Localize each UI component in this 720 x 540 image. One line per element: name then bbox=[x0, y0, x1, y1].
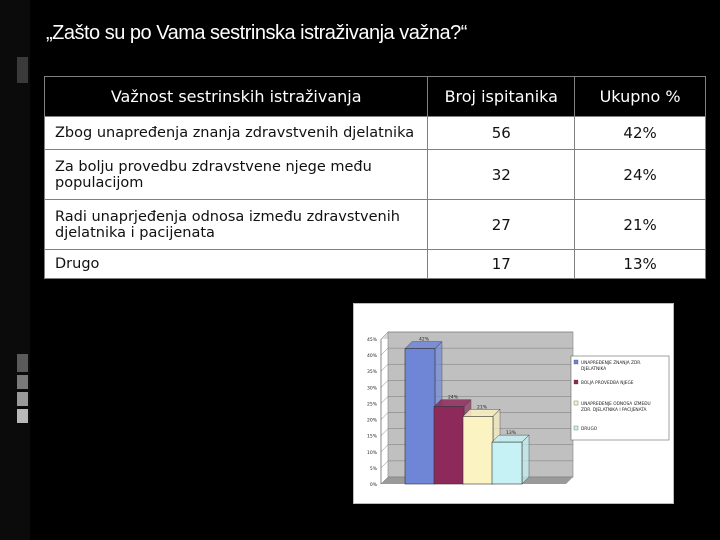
gridline-diag bbox=[381, 364, 388, 371]
y-tick-label: 20% bbox=[366, 418, 377, 424]
y-tick-label: 5% bbox=[369, 466, 377, 472]
count-cell: 32 bbox=[428, 150, 575, 200]
bar-data-label: 13% bbox=[505, 431, 517, 437]
gridline-diag bbox=[381, 380, 388, 387]
table-header-row bbox=[45, 77, 706, 117]
bar bbox=[434, 407, 464, 484]
gridline-diag bbox=[381, 461, 388, 468]
legend-label: UNAPREĐENJE ODNOSA IZMEĐU ZDR. DJELATNIKA I PACIJENATA bbox=[581, 402, 651, 413]
table-row bbox=[45, 250, 706, 279]
percent-cell: 13% bbox=[575, 250, 706, 279]
legend-label: UNAPREĐENJE ZNANJA ZDR. DJELATNIKA bbox=[581, 361, 642, 372]
left-rail bbox=[0, 0, 30, 540]
legend-label: DRUGO bbox=[581, 427, 598, 432]
bar bbox=[492, 442, 522, 484]
chart-image bbox=[353, 303, 674, 504]
rail-accent-bar bbox=[17, 375, 28, 389]
legend-swatch bbox=[574, 401, 578, 405]
legend-label: BOLJA PROVEDBA NJEGE bbox=[581, 381, 634, 386]
count-cell: 17 bbox=[428, 250, 575, 279]
y-tick-label: 45% bbox=[366, 338, 377, 343]
gridline-diag bbox=[381, 429, 388, 436]
reason-cell: Drugo bbox=[45, 250, 428, 279]
legend-swatch bbox=[574, 426, 578, 430]
percent-cell: 42% bbox=[575, 117, 706, 150]
rail-accent-bar bbox=[17, 57, 28, 83]
gridline-diag bbox=[381, 396, 388, 403]
bar bbox=[405, 349, 435, 484]
reason-cell: Radi unaprjeđenja odnosa između zdravstvenih djelatnika i pacijenata bbox=[45, 200, 428, 250]
y-tick-label: 35% bbox=[366, 370, 377, 376]
bar-chart bbox=[354, 304, 673, 503]
y-tick-label: 0% bbox=[369, 483, 377, 488]
y-tick-label: 15% bbox=[366, 434, 377, 440]
header-count: Broj ispitanika bbox=[428, 77, 575, 117]
count-cell: 56 bbox=[428, 117, 575, 150]
legend-swatch bbox=[574, 360, 578, 364]
percent-cell: 21% bbox=[575, 200, 706, 250]
table-row bbox=[45, 200, 706, 250]
reason-cell: Za bolju provedbu zdravstvene njege među populacijom bbox=[45, 150, 428, 200]
table-row bbox=[45, 117, 706, 150]
header-reason: Važnost sestrinskih istraživanja bbox=[45, 77, 428, 117]
gridline-diag bbox=[381, 348, 388, 355]
bar-data-label: 24% bbox=[447, 395, 459, 401]
table-row bbox=[45, 150, 706, 200]
bar-data-label: 42% bbox=[418, 337, 430, 343]
header-percent: Ukupno % bbox=[575, 77, 706, 117]
rail-accent-bar bbox=[17, 392, 28, 406]
y-tick-label: 30% bbox=[366, 386, 377, 392]
y-tick-label: 25% bbox=[366, 402, 377, 408]
bar bbox=[463, 416, 493, 484]
legend-swatch bbox=[574, 380, 578, 384]
y-tick-label: 40% bbox=[366, 354, 377, 360]
survey-table bbox=[44, 76, 706, 279]
reason-cell: Zbog unapređenja znanja zdravstvenih djelatnika bbox=[45, 117, 428, 150]
gridline-diag bbox=[381, 445, 388, 452]
rail-accent-bar bbox=[17, 354, 28, 372]
slide-title: „Zašto su po Vama sestrinska istraživanja važna?“ bbox=[46, 22, 467, 44]
rail-accent-bar bbox=[17, 409, 28, 423]
gridline-diag bbox=[381, 413, 388, 420]
count-cell: 27 bbox=[428, 200, 575, 250]
bar-side bbox=[522, 435, 529, 484]
percent-cell: 24% bbox=[575, 150, 706, 200]
bar-data-label: 21% bbox=[476, 405, 488, 411]
y-tick-label: 10% bbox=[366, 450, 377, 456]
